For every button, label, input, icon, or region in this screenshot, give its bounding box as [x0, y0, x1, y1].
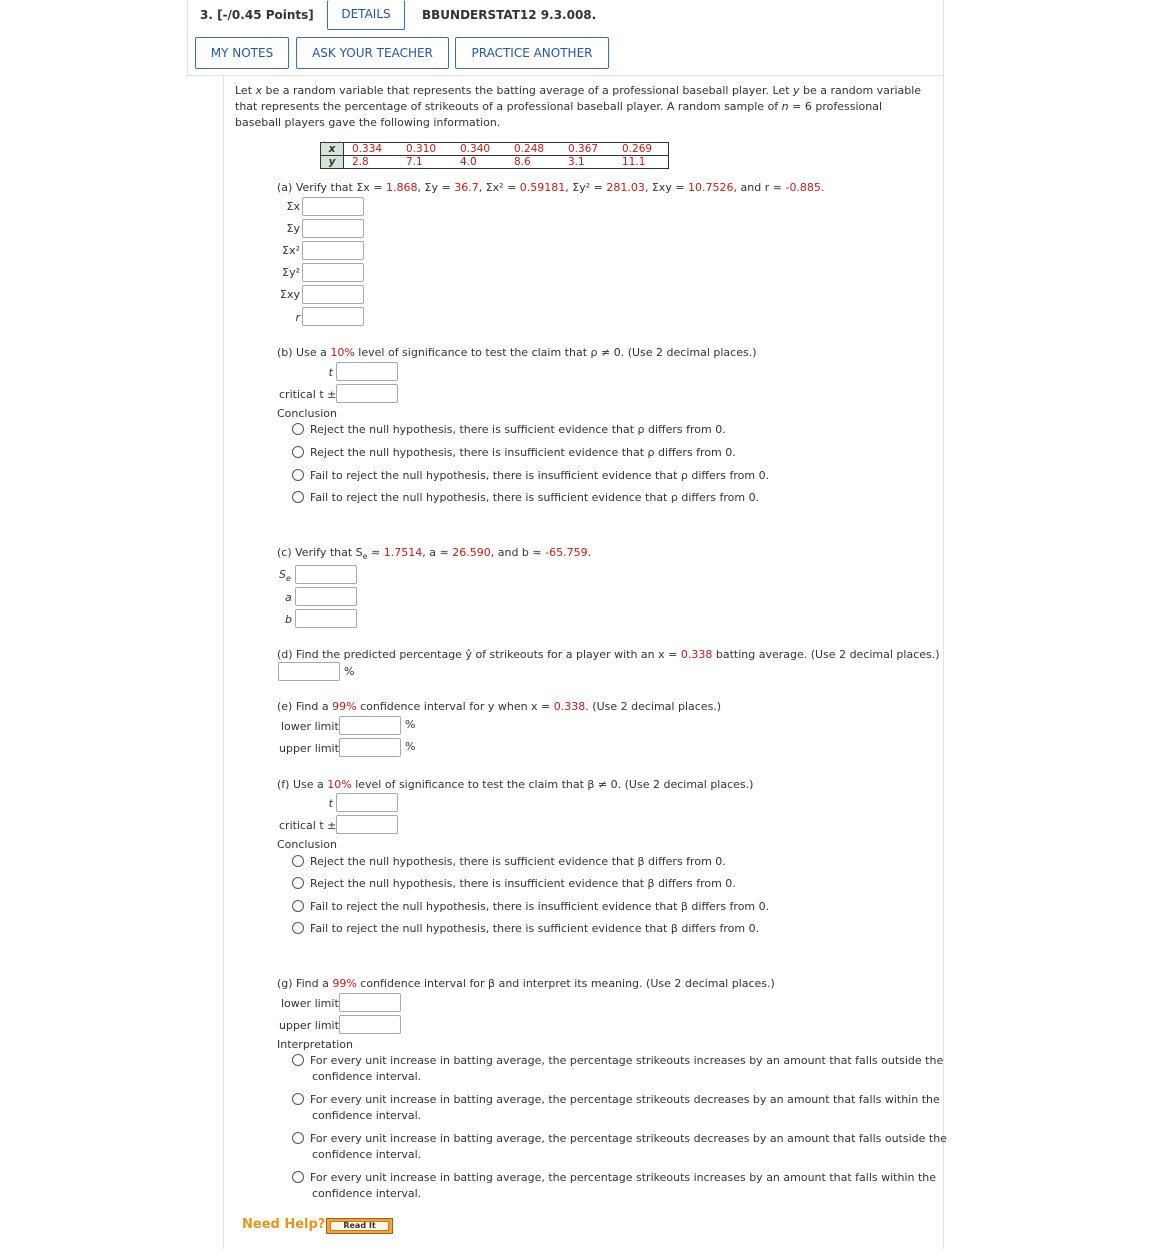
conclusion-option: Reject the null hypothesis, there is sufficient evidence that ρ differs from 0.	[310, 423, 726, 436]
radio-button[interactable]	[292, 900, 304, 912]
radio-button[interactable]	[292, 491, 304, 503]
part-b-prompt: (b) Use a 10% level of significance to test the claim that ρ ≠ 0. (Use 2 decimal places.)	[277, 346, 757, 359]
radio-button[interactable]	[292, 1093, 304, 1105]
t-input[interactable]	[336, 362, 398, 381]
sum-y-input[interactable]	[302, 219, 364, 238]
upper-limit-input[interactable]	[339, 1015, 401, 1034]
part-a-prompt: (a) Verify that Σx = 1.868, Σy = 36.7, Σx² = 0.59181, Σy² = 281.03, Σxy = 10.7526, and r ≈ -0.885.	[277, 181, 825, 194]
sum-xy-input[interactable]	[302, 285, 364, 304]
question-id: BBUNDERSTAT12 9.3.008.	[422, 8, 597, 22]
upper-limit-label: upper limit	[279, 742, 339, 755]
interpretation-option-cont: confidence interval.	[312, 1148, 422, 1161]
x-value: 0.334	[344, 143, 399, 156]
interpretation-option-cont: confidence interval.	[312, 1187, 422, 1200]
interpretation-option: For every unit increase in batting average, the percentage strikeouts decreases by an amount that falls within the	[310, 1093, 940, 1106]
x-value: 0.248	[506, 143, 560, 156]
read-it-label: Read It	[330, 1221, 389, 1231]
sum-y-label: Σy	[286, 222, 300, 235]
b-label: b	[285, 613, 292, 626]
radio-button[interactable]	[292, 1132, 304, 1144]
read-it-button[interactable]	[326, 1218, 393, 1234]
part-c-prompt: (c) Verify that $S_e \approx 1.7514$, a ≈ 26.590, and b ≈ -65.759.	[277, 546, 592, 562]
radio-button[interactable]	[292, 1171, 304, 1183]
x-value: 0.310	[398, 143, 452, 156]
percent-unit: %	[344, 665, 355, 678]
critical-t-label: critical t ±	[279, 388, 337, 401]
sum-x2-label: Σx²	[282, 244, 300, 257]
y-value: 4.0	[452, 156, 506, 169]
problem-intro: Let x be a random variable that represents the batting average of a professional baseball player. Let y be a random variable that represents the percentage of strikeouts of a professional baseball player. A random sample of n = 6 professional baseball players gave the following information.	[235, 84, 922, 130]
conclusion-label: Conclusion	[277, 838, 337, 851]
upper-limit-input[interactable]	[339, 738, 401, 757]
b-input[interactable]	[295, 609, 357, 628]
conclusion-option: Reject the null hypothesis, there is insufficient evidence that ρ differs from 0.	[310, 446, 736, 459]
sum-xy-label: Σxy	[280, 288, 300, 301]
practice-another-button[interactable]: PRACTICE ANOTHER	[455, 37, 609, 69]
y-row-label: y	[321, 156, 344, 169]
interpretation-option: For every unit increase in batting average, the percentage strikeouts decreases by an amount that falls outside the	[310, 1132, 947, 1145]
sum-x-input[interactable]	[302, 197, 364, 216]
t-input[interactable]	[336, 793, 398, 812]
conclusion-option: Fail to reject the null hypothesis, there is sufficient evidence that β differs from 0.	[310, 922, 760, 935]
radio-button[interactable]	[292, 1054, 304, 1066]
radio-button[interactable]	[292, 855, 304, 867]
r-input[interactable]	[302, 307, 364, 326]
lower-limit-input[interactable]	[339, 993, 401, 1012]
conclusion-label: Conclusion	[277, 407, 337, 420]
percent-unit: %	[405, 740, 416, 753]
part-f-prompt: (f) Use a 10% level of significance to test the claim that β ≠ 0. (Use 2 decimal places.)	[277, 778, 754, 791]
interpretation-option-cont: confidence interval.	[312, 1109, 422, 1122]
radio-button[interactable]	[292, 877, 304, 889]
question-number: 3. [-/0.45 Points]	[200, 8, 314, 22]
y-value: 7.1	[398, 156, 452, 169]
part-d-prompt: (d) Find the predicted percentage ŷ of strikeouts for a player with an x = 0.338 batting average. (Use 2 decimal places.)	[277, 648, 940, 661]
sum-x-label: Σx	[286, 200, 300, 213]
part-e-prompt: (e) Find a 99% confidence interval for y when x = 0.338. (Use 2 decimal places.)	[277, 700, 722, 713]
interpretation-label: Interpretation	[277, 1038, 353, 1051]
data-table	[320, 142, 669, 169]
ask-teacher-button[interactable]: ASK YOUR TEACHER	[296, 37, 449, 69]
y-value: 2.8	[344, 156, 399, 169]
sum-y2-label: Σy²	[282, 266, 300, 279]
interpretation-option: For every unit increase in batting average, the percentage strikeouts increases by an amount that falls outside the	[310, 1054, 944, 1067]
upper-limit-label: upper limit	[279, 1019, 339, 1032]
x-row-label: x	[321, 143, 344, 156]
radio-button[interactable]	[292, 922, 304, 934]
critical-t-input[interactable]	[336, 815, 398, 834]
my-notes-button[interactable]: MY NOTES	[195, 37, 289, 69]
details-button[interactable]: DETAILS	[327, 0, 405, 30]
x-value: 0.269	[614, 143, 669, 156]
y-value: 8.6	[506, 156, 560, 169]
a-label: a	[285, 591, 292, 604]
r-label: r	[295, 311, 300, 324]
t-label: t	[328, 366, 333, 379]
interpretation-option-cont: confidence interval.	[312, 1070, 422, 1083]
x-value: 0.340	[452, 143, 506, 156]
t-label: t	[328, 797, 333, 810]
lower-limit-label: lower limit	[281, 720, 339, 733]
conclusion-option: Fail to reject the null hypothesis, there is insufficient evidence that ρ differs from 0.	[310, 469, 770, 482]
sum-y2-input[interactable]	[302, 263, 364, 282]
conclusion-option: Reject the null hypothesis, there is insufficient evidence that β differs from 0.	[310, 877, 736, 890]
radio-button[interactable]	[292, 423, 304, 435]
a-input[interactable]	[295, 587, 357, 606]
radio-button[interactable]	[292, 469, 304, 481]
predicted-y-input[interactable]	[278, 662, 340, 681]
lower-limit-input[interactable]	[339, 716, 401, 735]
y-value: 11.1	[614, 156, 669, 169]
interpretation-option: For every unit increase in batting average, the percentage strikeouts increases by an amount that falls within the	[310, 1171, 937, 1184]
se-input[interactable]	[295, 565, 357, 584]
critical-t-label: critical t ±	[279, 819, 337, 832]
percent-unit: %	[405, 718, 416, 731]
y-value: 3.1	[560, 156, 614, 169]
lower-limit-label: lower limit	[281, 997, 339, 1010]
se-label: $S_e$	[279, 568, 291, 584]
x-value: 0.367	[560, 143, 614, 156]
part-g-prompt: (g) Find a 99% confidence interval for β and interpret its meaning. (Use 2 decimal places.)	[277, 977, 775, 990]
sum-x2-input[interactable]	[302, 241, 364, 260]
conclusion-option: Reject the null hypothesis, there is sufficient evidence that β differs from 0.	[310, 855, 726, 868]
conclusion-option: Fail to reject the null hypothesis, there is sufficient evidence that ρ differs from 0.	[310, 491, 760, 504]
need-help-label: Need Help?	[242, 1217, 326, 1232]
conclusion-option: Fail to reject the null hypothesis, there is insufficient evidence that β differs from 0.	[310, 900, 770, 913]
radio-button[interactable]	[292, 446, 304, 458]
critical-t-input[interactable]	[336, 384, 398, 403]
